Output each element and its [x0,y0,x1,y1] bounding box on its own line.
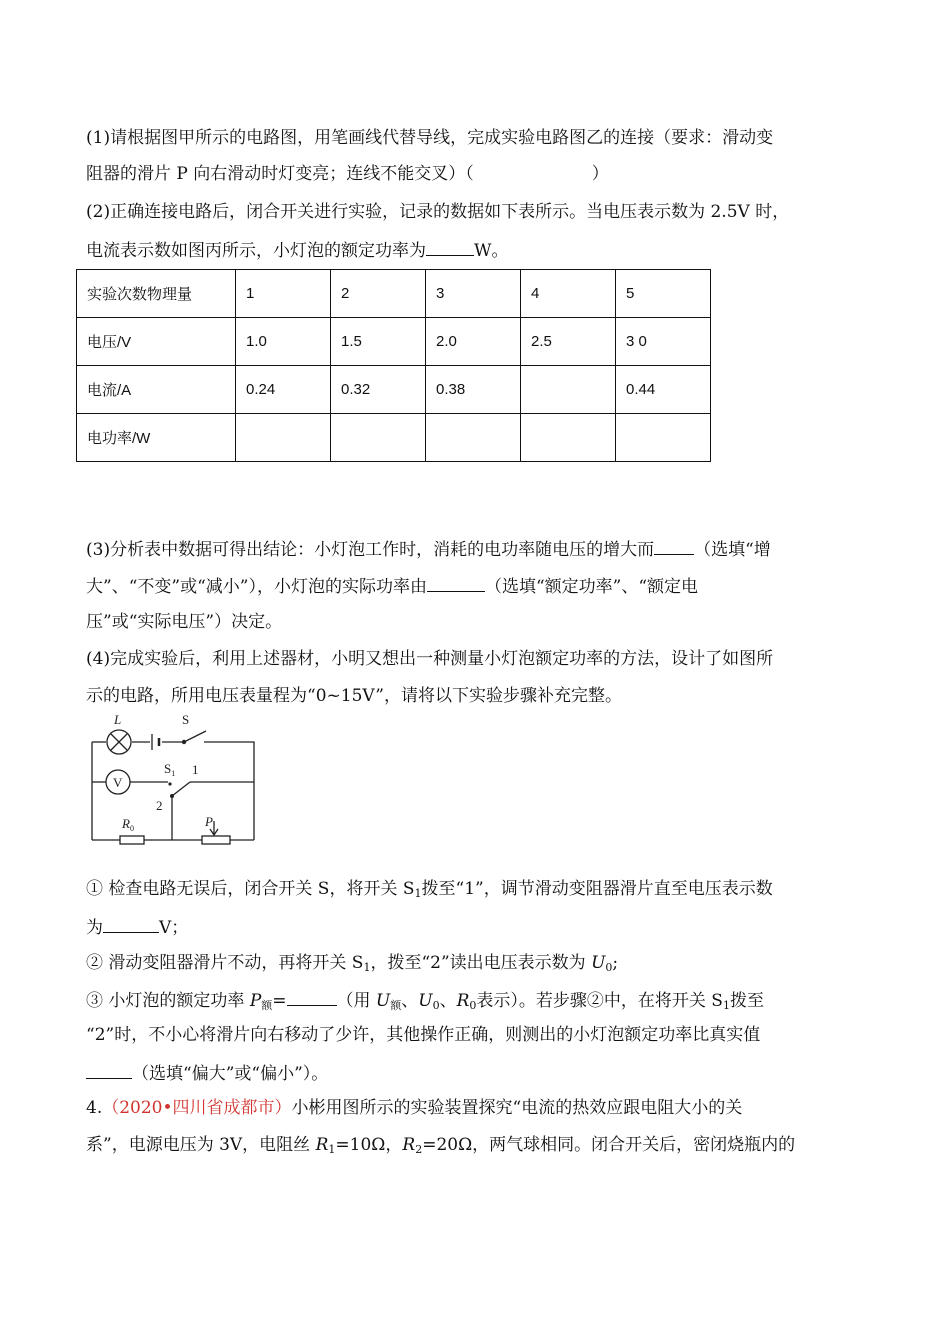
answer-blank[interactable] [427,573,485,592]
q3-line2-rest: （选填“额定功率”、“额定电 [484,577,699,597]
q4-line2: 示的电路，所用电压表量程为“0~15V”，请将以下实验步骤补充完整。 [86,686,622,706]
circuit-diagram [86,712,261,847]
step3-text-f: 拨至 [729,991,764,1011]
q5-line2 [86,1133,795,1162]
answer-blank[interactable] [86,1060,132,1079]
step3-r0-sub: 0 [469,999,477,1012]
table-cell[interactable] [521,414,616,462]
table-cell[interactable] [616,414,711,462]
q1-line2 [86,162,609,186]
q1-line2-text: 阻器的滑片 P 向右滑动时灯变亮；连线不能交叉）（ [86,164,474,184]
table-cell: 0.44 [616,366,711,414]
rheostat-icon [202,836,230,844]
step3-line3 [86,1060,328,1086]
step2-sub: 1 [363,961,371,974]
table-cell: 3 0 [616,318,711,366]
step2-var-sub: 0 [605,961,613,974]
lamp-label: L [114,712,122,727]
table-row [77,414,711,462]
table-cell: 电功率/W [77,414,236,462]
switch-s1-icon[interactable] [168,782,190,798]
q5-r1-sub: 1 [328,1143,336,1156]
step2-text-a: ② 滑动变阻器滑片不动，再将开关 S [86,953,364,973]
answer-blank[interactable] [103,914,159,933]
lamp-icon [107,730,131,754]
table-cell[interactable] [331,414,426,462]
q5-r2: R [402,1135,416,1155]
step1-text-b: 拨至“1”，调节滑动变阻器滑片直至电压表示数 [421,879,773,899]
q3-line1-text: (3)分析表中数据可得出结论：小灯泡工作时，消耗的电功率随电压的增大而 [86,540,655,560]
step3-line2: “2”时，不小心将滑片向右移动了少许，其他操作正确，则测出的小灯泡额定功率比真实值 [86,1025,761,1045]
q3-line3: 压”或“实际电压”）决定。 [86,612,283,632]
voltmeter-label: V [113,775,123,790]
table-cell[interactable] [521,366,616,414]
q2-line2-text: 电流表示数如图丙所示，小灯泡的额定功率为 [86,241,426,261]
table-cell[interactable] [236,414,331,462]
answer-blank[interactable] [287,987,337,1006]
step1-text-c: 为 [86,918,103,938]
table-cell: 实验次数物理量 [77,270,236,318]
table-cell: 1 [236,270,331,318]
q2-line2-unit: W。 [474,241,509,261]
resistor-icon [120,836,144,844]
table-row [77,318,711,366]
q3-line2-text: 大”、“不变”或“减小”），小灯泡的实际功率由 [86,577,427,597]
step2-text-b: ，拨至“2”读出电压表示数为 [370,953,592,973]
step1-line2 [86,914,188,940]
step3-u: U [375,991,391,1011]
step3-u0: U [418,991,433,1011]
step3-text-b: （用 [336,991,376,1011]
q3-line2 [86,573,698,599]
slider-label: P [205,814,213,829]
q5-line2-text: 系”，电源电压为 3V，电阻丝 [86,1135,316,1155]
resistor-label: $R_0$ [122,816,134,833]
step3-line3-text: （选填“偏大”或“偏小”）。 [132,1064,329,1084]
table-cell: 5 [616,270,711,318]
step1-sub: 1 [414,887,422,900]
table-row [77,366,711,414]
switch-s1-label: $S_1$ [164,761,176,778]
step3-e-sub: 1 [722,999,730,1012]
step1-line1 [86,877,773,906]
q5-r1-val: =10Ω， [335,1135,403,1155]
question-source: （2020•四川省成都市） [102,1098,292,1118]
q1-line1: (1)请根据图甲所示的电路图，用笔画线代替导线，完成实验电路图乙的连接（要求：滑动变 [86,128,774,148]
step3-eq: = [272,991,287,1011]
q3-line1 [86,536,771,562]
step3-u0-sub: 0 [432,999,440,1012]
table-cell: 2.0 [426,318,521,366]
step3-line1 [86,987,764,1018]
step3-text-e: 表示）。若步骤②中，在将开关 S [476,991,723,1011]
table-cell: 3 [426,270,521,318]
answer-blank[interactable] [654,536,694,555]
table-cell: 4 [521,270,616,318]
q4-line1: (4)完成实验后，利用上述器材，小明又想出一种测量小灯泡额定功率的方法，设计了如图所 [86,649,774,669]
q1-line2-close: ） [591,164,609,184]
q5-line1-text: 小彬用图所示的实验装置探究“电流的热效应跟电阻大小的关 [291,1098,743,1118]
step2-line [86,951,618,980]
table-cell: 0.32 [331,366,426,414]
step3-p-sub: 额 [261,999,273,1012]
q5-r1: R [315,1135,329,1155]
step3-r0: R [456,991,470,1011]
table-header-row [77,270,711,318]
step3-p: P [249,991,262,1011]
step3-text-d: 、 [439,991,457,1011]
table-cell: 电流/A [77,366,236,414]
switch-s-icon[interactable] [182,731,206,744]
data-table [76,269,711,462]
battery-icon [152,734,159,750]
step2-end: ; [612,953,619,973]
table-cell: 电压/V [77,318,236,366]
step3-text-c: 、 [401,991,419,1011]
step1-text-d: V； [159,918,189,938]
q5-r2-val: =20Ω，两气球相同。闭合开关后，密闭烧瓶内的 [422,1135,796,1155]
position-1-label: 1 [192,762,199,777]
table-cell: 2.5 [521,318,616,366]
table-cell: 1.0 [236,318,331,366]
q2-line2 [86,237,508,263]
step3-u-sub: 额 [390,999,402,1012]
q5-r2-sub: 2 [415,1143,423,1156]
switch-s-label: S [182,712,190,727]
step3-text-a: ③ 小灯泡的额定功率 [86,991,250,1011]
table-cell: 2 [331,270,426,318]
q5-line1 [86,1096,742,1120]
step2-var: U [591,953,606,973]
step1-text-a: ① 检查电路无误后，闭合开关 S，将开关 S [86,879,415,899]
table-cell[interactable] [426,414,521,462]
question-number: 4. [86,1098,103,1118]
table-cell: 0.24 [236,366,331,414]
table-cell: 1.5 [331,318,426,366]
position-2-label: 2 [156,798,163,813]
q2-line1: (2)正确连接电路后，闭合开关进行实验，记录的数据如下表所示。当电压表示数为 2.5V 时， [86,202,790,222]
answer-blank[interactable] [426,237,474,256]
q3-line1-rest: （选填“增 [694,540,771,560]
table-cell: 0.38 [426,366,521,414]
